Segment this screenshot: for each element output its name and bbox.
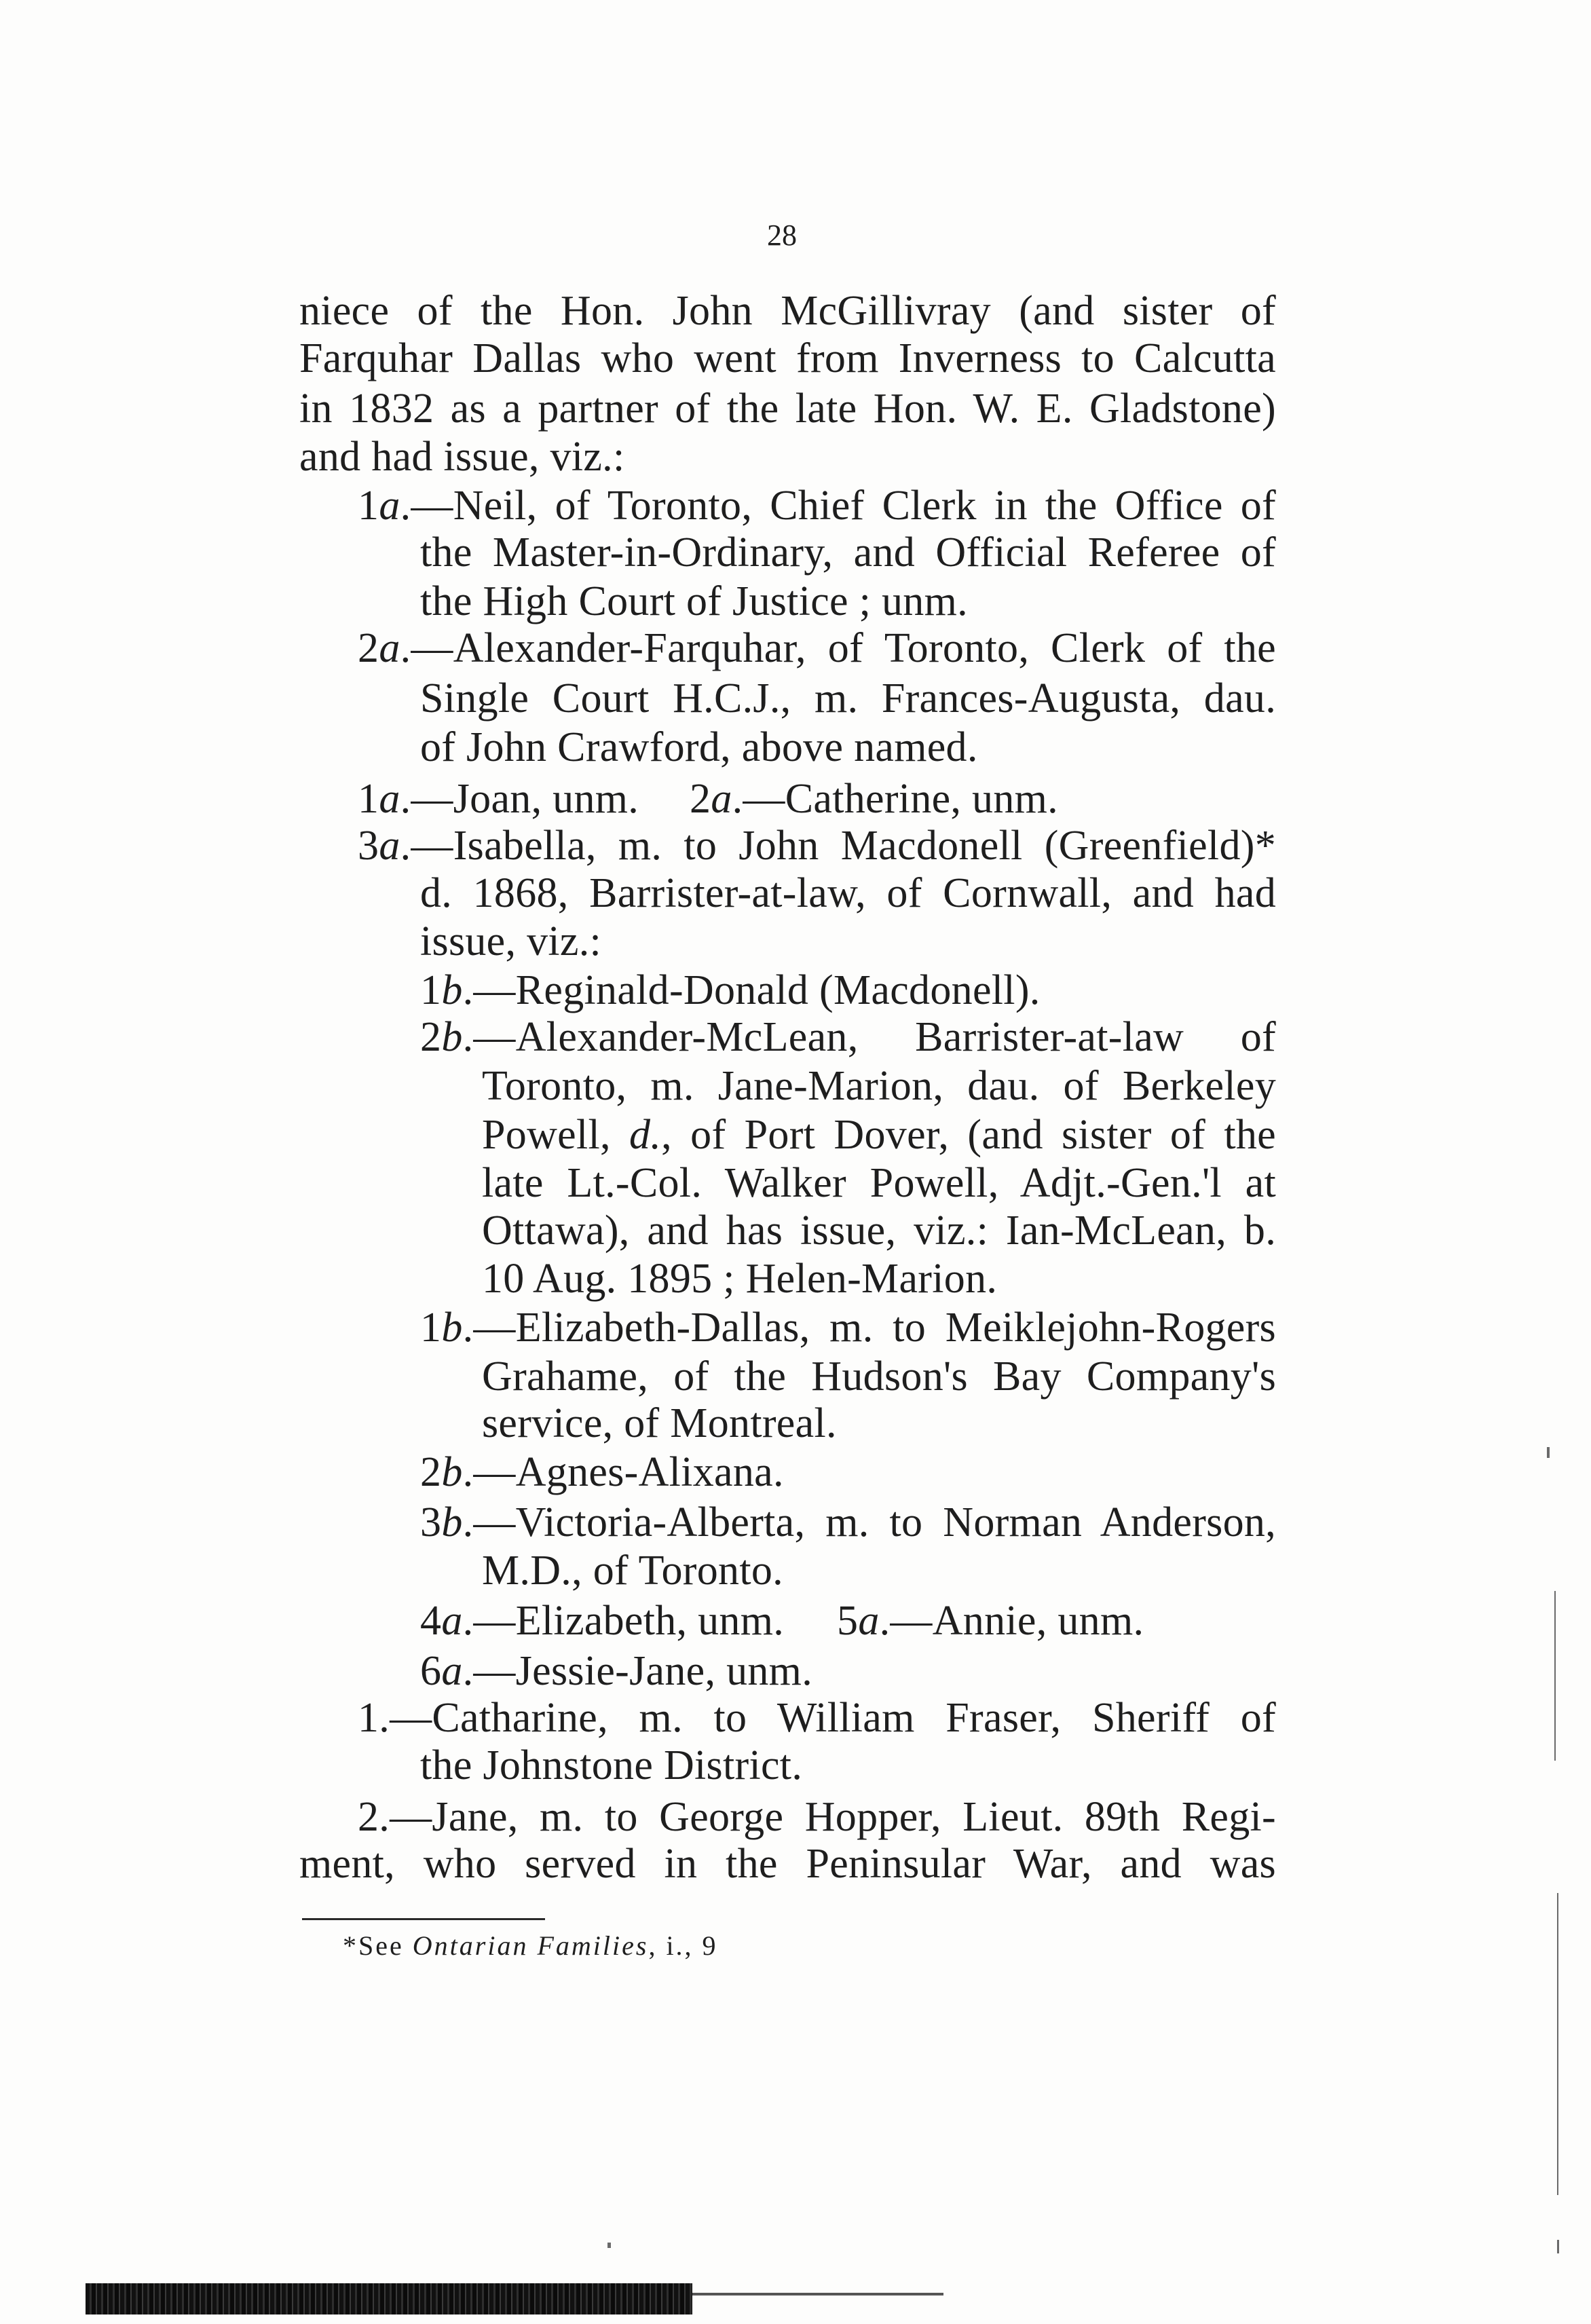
entry-number: 1 <box>420 1305 442 1351</box>
scan-margin-line <box>1557 1893 1558 2195</box>
line-text: M.D., of Toronto. <box>482 1548 783 1594</box>
line-text: ment, who served in the Peninsular War, and was <box>299 1841 1276 1887</box>
entry-generation-letter: a <box>379 776 400 822</box>
entry-number: 4 <box>420 1598 442 1644</box>
entry-number: 2 <box>358 625 379 671</box>
text-line <box>482 1110 1276 1159</box>
line-text: .—Alexander-McLean, Barrister-at-law of <box>462 1014 1276 1060</box>
entry-generation-letter: b <box>441 1014 463 1060</box>
entry-generation-letter: a <box>858 1598 880 1644</box>
line-text: service, of Montreal. <box>482 1400 837 1446</box>
text-line <box>482 1399 1276 1448</box>
entry-generation-letter: a <box>441 1598 463 1644</box>
line-text: late Lt.-Col. Walker Powell, Adjt.-Gen.'l at <box>482 1160 1276 1206</box>
line-text: .—Elizabeth-Dallas, m. to Meiklejohn-Rogers <box>462 1305 1276 1351</box>
line-text: .—Annie, unm. <box>879 1598 1144 1644</box>
entry-line <box>420 1596 814 1645</box>
entry-line <box>420 1498 1276 1547</box>
line-text: Grahame, of the Hudson's Bay Company's <box>482 1353 1276 1400</box>
scan-margin-mark <box>1557 2240 1559 2253</box>
entry-generation-letter: a <box>379 823 400 869</box>
entry-number: 3 <box>420 1499 442 1545</box>
line-text: .—Victoria-Alberta, m. to Norman Anderson, <box>462 1499 1276 1545</box>
text-line <box>420 917 1276 966</box>
entry-line <box>690 774 1165 823</box>
entry-generation-letter: a <box>441 1648 463 1694</box>
entry-generation-letter: b <box>441 1499 463 1545</box>
line-text: .—Reginald-Donald (Macdonell). <box>462 967 1041 1013</box>
line-text: .—Joan, unm. <box>400 776 639 822</box>
text-line <box>420 674 1276 723</box>
text-line <box>482 1546 1276 1595</box>
footnote-source-title: Ontarian Families <box>412 1930 649 1961</box>
entry-number: 2 <box>690 776 711 822</box>
line-text: Single Court H.C.J., m. Frances-Augusta, dau. <box>420 675 1276 721</box>
footnote <box>343 1930 718 1962</box>
text-line <box>482 1206 1276 1255</box>
text-line <box>420 869 1276 918</box>
line-text: .—Isabella, m. to John Macdonell (Greenfield)* <box>400 823 1276 869</box>
entry-line <box>420 1303 1276 1352</box>
entry-number: 5 <box>837 1598 859 1644</box>
line-text: of John Crawford, above named. <box>420 724 978 770</box>
scan-margin-mark <box>1547 1447 1550 1458</box>
entry-generation-letter: a <box>379 483 400 529</box>
line-text: .—Elizabeth, unm. <box>462 1598 785 1644</box>
text-line <box>482 1159 1276 1207</box>
line-text: Powell, <box>482 1112 630 1158</box>
text-line <box>420 723 1276 772</box>
entry-generation-letter: a <box>379 625 400 671</box>
entry-line <box>420 1013 1276 1062</box>
text-line <box>299 1839 1276 1888</box>
entry-generation-letter: b <box>441 967 463 1013</box>
line-text: , of Port Dover, (and sister of the <box>661 1112 1276 1158</box>
entry-line <box>358 1693 1276 1742</box>
text-line <box>299 384 1276 433</box>
text-line <box>299 432 1276 481</box>
text-line <box>482 1062 1276 1110</box>
entry-number: 1 <box>420 967 442 1013</box>
entry-line <box>358 821 1276 870</box>
entry-generation-letter: a <box>711 776 732 822</box>
line-text: .—Alexander-Farquhar, of Toronto, Clerk of the <box>400 625 1276 671</box>
footnote-rule <box>302 1918 545 1920</box>
line-text: the Master-in-Ordinary, and Official Referee of <box>420 529 1276 576</box>
entry-line <box>358 774 670 823</box>
scan-edge-line <box>692 2293 943 2295</box>
scan-margin-line <box>1554 1591 1556 1761</box>
line-text: 2.—Jane, m. to George Hopper, Lieut. 89th Regi- <box>358 1794 1276 1840</box>
line-text: in 1832 as a partner of the late Hon. W. E. Gladstone) <box>299 386 1276 432</box>
text-line <box>482 1254 1276 1303</box>
line-text: niece of the Hon. John McGillivray (and sister of <box>299 288 1276 334</box>
text-line <box>420 577 1276 626</box>
entry-line <box>420 966 1276 1015</box>
entry-line <box>837 1596 1244 1645</box>
page-number: 28 <box>767 219 797 252</box>
line-text: the High Court of Justice ; unm. <box>420 578 968 624</box>
line-text: and had issue, viz.: <box>299 434 625 480</box>
entry-number: 1 <box>358 776 379 822</box>
entry-line <box>420 1647 1276 1695</box>
text-line <box>299 334 1276 383</box>
line-text: d. 1868, Barrister-at-law, of Cornwall, and had <box>420 870 1276 916</box>
line-text: Ottawa), and has issue, viz.: Ian-McLean, b. <box>482 1207 1276 1254</box>
text-line <box>299 286 1276 335</box>
entry-line <box>358 1793 1276 1841</box>
scan-edge-bar <box>86 2283 692 2314</box>
entry-line <box>358 624 1276 673</box>
entry-line <box>420 1448 1276 1497</box>
line-text: .—Agnes-Alixana. <box>462 1449 784 1495</box>
line-text: .—Catherine, unm. <box>732 776 1058 822</box>
line-text: Farquhar Dallas who went from Inverness to Calcutta <box>299 335 1276 381</box>
footnote-marker: *See <box>343 1930 413 1961</box>
entry-line <box>358 481 1276 530</box>
entry-generation-letter: b <box>441 1305 463 1351</box>
entry-number: 3 <box>358 823 379 869</box>
scan-dust-mark <box>607 2243 611 2248</box>
deceased-abbreviation: d. <box>629 1112 662 1158</box>
text-line <box>482 1352 1276 1401</box>
entry-number: 6 <box>420 1648 442 1694</box>
entry-number: 2 <box>420 1449 442 1495</box>
entry-number: 2 <box>420 1014 442 1060</box>
line-text: 1.—Catharine, m. to William Fraser, Sheriff of <box>358 1695 1276 1741</box>
line-text: issue, viz.: <box>420 918 602 964</box>
text-line <box>420 1741 1276 1790</box>
line-text: .—Jessie-Jane, unm. <box>462 1648 813 1694</box>
text-line <box>420 528 1276 577</box>
line-text: Toronto, m. Jane-Marion, dau. of Berkeley <box>482 1063 1276 1109</box>
line-text: .—Neil, of Toronto, Chief Clerk in the Office of <box>400 483 1276 529</box>
line-text: the Johnstone District. <box>420 1742 803 1788</box>
line-text: 10 Aug. 1895 ; Helen-Marion. <box>482 1256 998 1302</box>
entry-generation-letter: b <box>441 1449 463 1495</box>
footnote-locator: , i., 9 <box>648 1930 718 1961</box>
entry-number: 1 <box>358 483 379 529</box>
